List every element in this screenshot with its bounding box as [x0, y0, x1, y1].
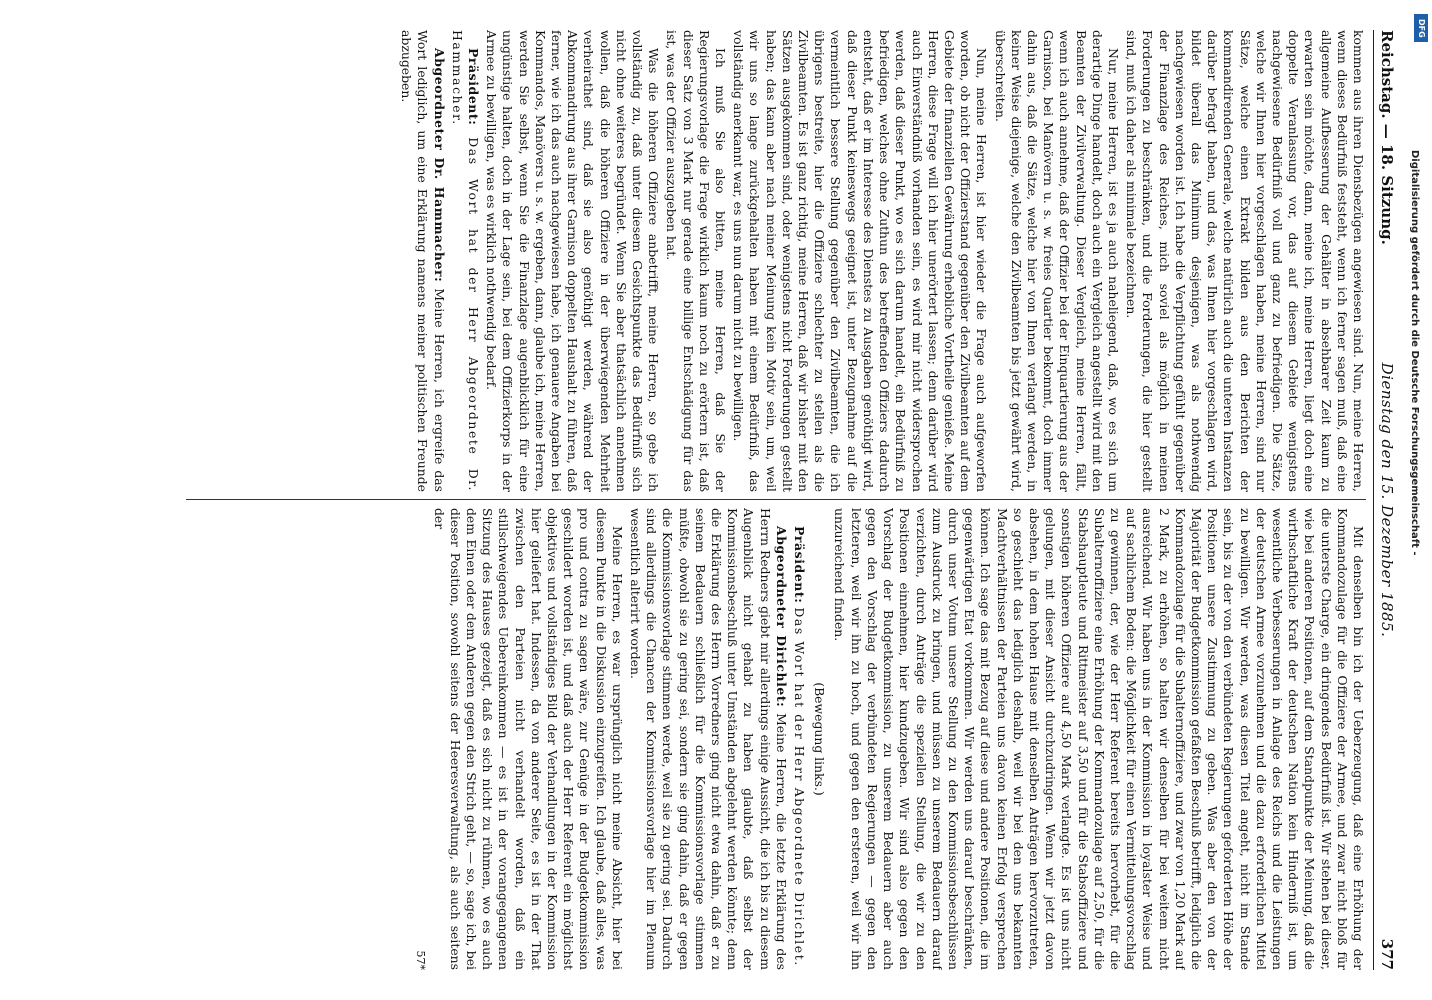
speaker-name: Präsident: [466, 48, 482, 126]
statement-text: Das Wort hat der Herr Abgeordnete Dirichlet. [792, 607, 808, 967]
paragraph: Mit denselben bin ich der Ueberzeugung, daß eine Erhöhung der Kommandozulage für die Offiziere der Armee, und zwar nicht bloß für die unterste Charge, ein dringendes Bedürfniß ist. Wir stehen bei dieser, wie bei anderen Positionen, auf dem Standpunkte der Meinung, daß die wirthschaftliche Kraft der deutschen Nation kein Hinderniß ist, um wesentliche Verbesserungen in Anlage des Reichs und die Leistungen der deutschen Armee vorzunehmen und die dazu erforderlichen Mittel zu bewilligen. Wir werden, was diesen Titel angeht, nicht im Stande sein, bis zu der von den verbündeten Regierungen geforderten Höhe der Positionen unsere Zustimmung zu geben. Was aber den von der Majorität der Budgetkommission gefaßten Beschluß betrifft, lediglich die Kommandozulage für die Subalternoffiziere, und zwar von 1,20 Mark auf 2 Mark, zu erhöhen, so halten wir denselben für bei weitem nicht ausreichend. Wir haben uns in der Kommission in loyalster Weise und auf sachlichem Boden: die Möglichkeit für einen Vermittelungsvorschlag zu gewinnen, der, wie der Herr Referent bereits hervorhebt, für die Subalternoffiziere eine Erhöhung der Kommandozulage auf 2,50, für die Stabshauptleute und Rittmeister auf 3,50 und für die Stabsoffiziere und sonstigen höheren Offiziere auf 4,50 Mark verlangte. Es ist uns nicht gelungen, mit dieser Ansicht durchzudringen. Wenn wir jetzt davon absehen, in dem hohen Hause mit denselben Anträgen hervorzutreten, so geschieht das lediglich deshalb, weil wir bei den uns bekannten Machtverhältnissen der Parteien uns davon keinen Erfolg versprechen können. Ich sage das mit Bezug auf diese und andere Positionen, die im gegenwärtigen Etat vorkommen. Wir werden uns darauf beschränken, durch unser Votum unsere Stellung zu den Kommissionsbeschlüssen zum Ausdruck zu bringen, und müssen zu unserem Bedauern darauf verzichten, durch Anträge die speziellen Stellung, die wir zu den Positionen einnehmen, hier kundzugeben. Wir sind also gegen den Vorschlag der Budgetkommission, zu unserem Bedauern aber auch gegen den Vorschlag der verbündeten Regierungen — gegen den letzteren, weil wir ihn zu hoch, und gegen den ersteren, weil wir ihn unzureichend finden. [832, 508, 1366, 970]
speech-dirichlet [627, 508, 789, 970]
speaker-name: Präsident: [792, 526, 808, 604]
speech-text: Meine Herren, die letzte Erklärung des Herrn Redners giebt mir allerdings einige Aussicht, die ich bis zu diesem Augenblick nicht gehabt zu haben glaubte, daß selbst der Kommissionsbeschluß unter Umständen abgelehnt werden könnte; denn die Erklärung des Herrn Vorredners ging nicht etwa dahin, daß er zu seinem Bedauern schließlich für die Kommissionsvorlage stimmen müßte, obwohl sie zu gering sei, sondern sie ging dahin, daß er gegen die Kommissionsvorlage stimmen werde, weil sie zu gering sei. Dadurch sind allerdings die Chancen der Kommissionsvorlage hier im Plenum wesentlich alterirt worden. [628, 508, 789, 970]
statement-text: Das Wort hat der Herr Abgeordnete Dr. Hammacher. [449, 30, 482, 492]
paragraph: Meine Herren, es war ursprünglich nicht meine Absicht, hier bei diesem Punkte in die Diskussion einzugreifen. Ich glaube, daß alles, was pro und contra zu sagen wäre, zur Genüge in der Budgetkommission geschildert worden ist, und daß auch der Herr Referent ein möglichst objektives und vollständiges Bild der Verhandlungen in der Kommission hier geliefert hat. Indessen, da von anderer Seite, es ist in der That zwischen den Parteien nicht verhandelt worden, daß ein stillschweigendes Uebereinkommen — es ist in der vorangegangenen Sitzung des Hauses gezeigt, daß es sich nicht zu rühmen, wo es auch dem Einen oder dem Anderen gegen den Strich geht, — so, sage ich, bei dieser Position, sowohl seitens der Heeresverwaltung, als auch seitens der [431, 508, 625, 970]
page-header [1373, 30, 1396, 970]
speech-hammacher [398, 30, 447, 492]
signature-mark: 57* [414, 950, 428, 970]
paragraph: Ich muß Sie also bitten, meine Herren, daß Sie der Regierungsvorlage die Frage wirklich kaum noch zu erörtern ist, daß dieser Satz von 3 Mark nur gerade eine billige Entschädigung für das ist, was der Offizier auszugeben hat. [664, 30, 729, 492]
page-number: 377 [1378, 938, 1396, 970]
header-date: Dienstag den 15. Dezember 1885. [1378, 362, 1396, 638]
interjection: (Bewegung links.) [812, 682, 828, 796]
paragraph: Nur, meine Herren, ist es ja auch naheliegend, daß, wo es sich um derartige Dinge handelt, doch auch ein Vergleich angestellt wird mit den Beamten der Zivilverwaltung. Dieser Vergleich, meine Herren, fällt, wenn ich auch annehme, daß der Offizier bei der Einquartierung aus der Garnison, bei Manövern u. s. w. freies Quartier bekommt, doch immer dahin aus, daß die Sätze, welche hier von Ihnen verlangt werden, in keiner Weise diejenige, welche den Zivilbeamten bis jetzt gewährt wird, überschreiten. [992, 30, 1121, 492]
right-column [136, 508, 1366, 970]
paragraph: Nun, meine Herren, ist hier wieder die Frage auch aufgeworfen worden, ob nicht der Offizierstand gegenüber den Zivilbeamten auf dem Gebiete der finanziellen Gewährung erhebliche Vortheile genieße. Meine Herren, diese Frage will ich hier unerörtert lassen; denn darüber wird auch Einverständniß vorhanden sein, es wird mir nicht widersprochen werden, daß dieser Punkt, wo es sich darum handelt, ein Bedürfniß zu befriedigen, welches ohne Zuthun des betreffenden Offiziers dadurch entsteht, daß er im Interesse des Dienstes zu Ausgaben genöthigt wird, daß dieser Punkt keineswegs geeignet ist, unter Bezugnahme auf die vermeintlich bessere Stellung gegenüber den Zivilbeamten, die ich übrigens bestreite, hier die Offiziere schlechter zu stellen als die Zivilbeamten. Es ist ganz richtig, meine Herren, daß wir bisher mit den Sätzen ausgekommen sind, oder wenigstens nicht Forderungen gestellt haben; das kann aber nach meiner Meinung kein Motiv sein, um, weil wir uns so lange zurückgehalten haben mit einem Bedürfniß, das vollständig anerkannt war, es uns nun darum nicht zu bewilligen. [731, 30, 990, 492]
paragraph: kommen aus ihren Diensbezügen angewiesen sind. Nun, meine Herren, wenn dieses Bedürfniß feststeht, wenn ich ferner sagen muß, daß eine allgemeine Aufbesserung der Gehälter in absehbarer Zeit kaum zu erwarten sein möchte, dann, meine ich, meine Herren, liegt doch eine doppelte Veranlassung vor, das auf diesem Gebiete wenigstens nachgewiesene Bedürfniß voll und ganz zu befriedigen. Die Sätze, welche wir Ihnen hier vorgeschlagen haben, meine Herren, sind nur Sätze, welche einen Extrakt bilden aus den Berichten der kommandirenden Generale, welche natürlich auch die unteren Instanzen darüber befragt haben, und das, was Ihnen hier vorgeschlagen wird, bildet überall das Minimum desjenigen, was als nothwendig nachgewiesen worden ist. Ich habe die Verpflichtung gefühlt gegenüber der Finanzlage des Reiches, mich soviel als möglich in meinen Forderungen zu beschränken, und die Forderungen, die hier gestellt sind, muß ich daher als minimale bezeichnen. [1124, 30, 1366, 492]
digitization-watermark: Digitalisierung gefördert durch die Deutsche Forschungsgemeinschaft - [1409, 150, 1420, 556]
header-left: Reichstag. — 18. Sitzung. [1378, 30, 1396, 245]
left-column [136, 30, 1366, 492]
paragraph: Was die höheren Offiziere anbetrifft, meine Herren, so gebe ich vollständig zu, daß unter diesem Gesichtspunkte das Bedürfniß sich nicht ohne weiteres begründet. Wenn Sie aber thatsächlich annehmen wollen, daß die höheren Offiziere in der überwiegenden Mehrheit verheirathet sind, daß sie also genöthigt werden, während der Abkommandirung aus ihrer Garnison doppelten Haushalt zu führen, daß ferner, wie ich das auch nachgewiesen habe, ich genauere Angaben bei Kommandos, Manövers u. s. w. ergeben, dann, glaube ich, meine Herren, werden Sie selbst, wenn Sie die Finanzlage augenblicklich für eine ungünstige halten, doch in der Lage sein, bei dem Offizierkorps in der Armee zu bewilligen, was es wirklich nothwendig bedarf. [484, 30, 662, 492]
column-divider [186, 499, 1366, 500]
president-statement [791, 508, 807, 970]
speech-text: Meine Herren, ich ergreife das Wort lediglich, um eine Erklärung namens meiner politischen Freunde abzugeben. [399, 30, 447, 492]
dfg-logo: DFG [1414, 14, 1428, 42]
president-statement [449, 30, 481, 492]
speaker-name: Abgeordneter Dr. Hammacher: [431, 48, 447, 283]
speaker-name: Abgeordneter Dirichlet: [773, 526, 789, 708]
